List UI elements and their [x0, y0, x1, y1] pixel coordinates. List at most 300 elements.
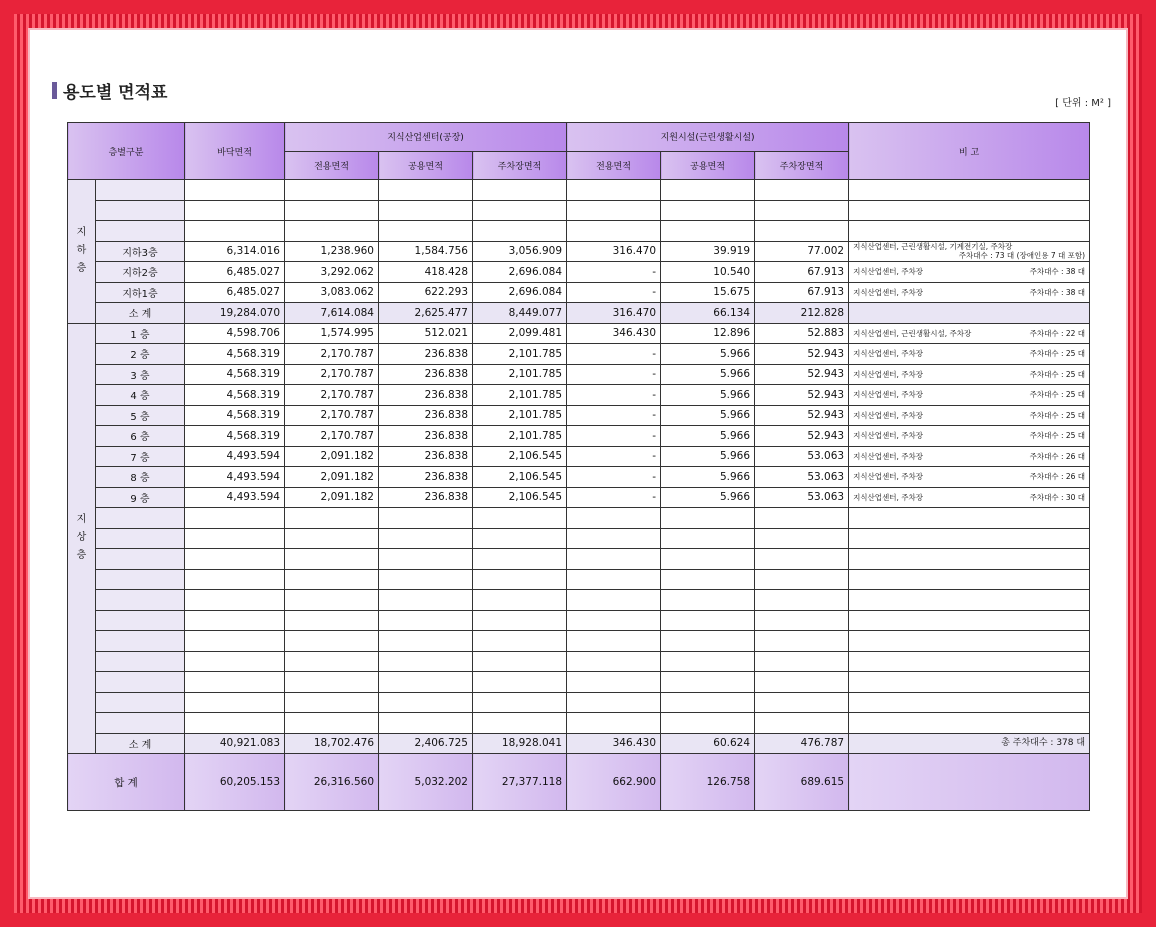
unit-label: [ 단위 : M² ]	[1055, 98, 1111, 109]
empty-cell	[567, 221, 661, 242]
empty-cell	[473, 200, 567, 221]
cell-k_excl: 2,091.182	[285, 467, 379, 488]
empty-cell	[661, 508, 755, 529]
cell-s_excl: -	[567, 282, 661, 303]
empty-cell	[849, 569, 1090, 590]
floor-name: 지하1층	[96, 282, 185, 303]
grand-total-label: 합 계	[68, 754, 185, 811]
header-knowledge-center: 지식산업센터(공장)	[285, 123, 567, 152]
empty-cell	[755, 651, 849, 672]
cell-s_excl: -	[567, 385, 661, 406]
floor-name: 6 층	[96, 426, 185, 447]
cell-k_excl: 7,614.084	[285, 303, 379, 324]
table-row	[68, 446, 1090, 467]
cell-area: 6,485.027	[185, 262, 285, 283]
floor-group-text: 지상층	[76, 513, 87, 561]
empty-cell	[185, 713, 285, 734]
empty-cell	[567, 610, 661, 631]
empty-cell	[285, 221, 379, 242]
empty-cell	[755, 569, 849, 590]
cell-k_excl: 3,083.062	[285, 282, 379, 303]
empty-row	[68, 221, 1090, 242]
empty-row	[68, 528, 1090, 549]
cell-s_excl: 316.470	[567, 241, 661, 262]
cell-s_park: 52.943	[755, 385, 849, 406]
cell-k_common: 236.838	[379, 487, 473, 508]
cell-k_park: 2,101.785	[473, 405, 567, 426]
cell-k_park: 8,449.077	[473, 303, 567, 324]
empty-cell	[473, 692, 567, 713]
empty-cell	[661, 651, 755, 672]
empty-cell	[567, 200, 661, 221]
cell-k_common: 236.838	[379, 446, 473, 467]
empty-cell	[567, 549, 661, 570]
empty-cell	[379, 610, 473, 631]
floor-name: 8 층	[96, 467, 185, 488]
empty-cell	[661, 692, 755, 713]
cell-area: 4,568.319	[185, 385, 285, 406]
empty-cell	[849, 713, 1090, 734]
cell-s_common: 5.966	[661, 364, 755, 385]
total-s_excl: 662.900	[567, 754, 661, 811]
empty-cell	[755, 590, 849, 611]
empty-cell	[849, 651, 1090, 672]
empty-row	[68, 631, 1090, 652]
floor-name: 지하3층	[96, 241, 185, 262]
floor-name: 소 계	[96, 303, 185, 324]
header-k-exclusive: 전용면적	[285, 151, 379, 180]
cell-k_excl: 3,292.062	[285, 262, 379, 283]
empty-cell	[185, 528, 285, 549]
empty-row	[68, 549, 1090, 570]
floor-name	[96, 200, 185, 221]
cell-s_common: 5.966	[661, 344, 755, 365]
empty-cell	[379, 590, 473, 611]
empty-cell	[379, 631, 473, 652]
floor-name	[96, 590, 185, 611]
cell-k_common: 236.838	[379, 405, 473, 426]
empty-cell	[473, 672, 567, 693]
empty-cell	[185, 672, 285, 693]
cell-k_park: 2,099.481	[473, 323, 567, 344]
cell-k_park: 2,101.785	[473, 426, 567, 447]
empty-cell	[379, 200, 473, 221]
cell-s_excl: 346.430	[567, 733, 661, 754]
empty-cell	[567, 508, 661, 529]
empty-cell	[473, 569, 567, 590]
cell-s_excl: -	[567, 467, 661, 488]
cell-k_excl: 2,091.182	[285, 446, 379, 467]
cell-s_excl: -	[567, 364, 661, 385]
cell-k_park: 2,106.545	[473, 467, 567, 488]
empty-cell	[473, 549, 567, 570]
remarks-cell	[849, 323, 1090, 344]
header-support-facility: 지원시설(근린생활시설)	[567, 123, 849, 152]
cell-area: 4,568.319	[185, 405, 285, 426]
floor-name: 7 층	[96, 446, 185, 467]
empty-cell	[755, 692, 849, 713]
remarks-usage: 지식산업센터, 주차장	[853, 410, 924, 420]
header-k-common: 공용면적	[379, 151, 473, 180]
empty-cell	[849, 692, 1090, 713]
empty-cell	[285, 692, 379, 713]
empty-cell	[379, 713, 473, 734]
title-marker-icon	[52, 82, 57, 99]
remarks-cell	[849, 282, 1090, 303]
empty-cell	[473, 590, 567, 611]
cell-s_park: 53.063	[755, 467, 849, 488]
header-floor-area: 바닥면적	[185, 123, 285, 180]
empty-cell	[661, 549, 755, 570]
remarks-cell	[849, 241, 1090, 262]
cell-s_excl: -	[567, 446, 661, 467]
empty-cell	[473, 221, 567, 242]
cell-s_park: 67.913	[755, 282, 849, 303]
empty-cell	[185, 590, 285, 611]
empty-row	[68, 200, 1090, 221]
cell-s_park: 52.943	[755, 405, 849, 426]
empty-cell	[285, 651, 379, 672]
cell-s_park: 77.002	[755, 241, 849, 262]
empty-cell	[473, 180, 567, 201]
remarks-cell	[849, 446, 1090, 467]
remarks-parking: 주차대수 : 22 대	[1029, 328, 1086, 338]
remarks-parking: 주차대수 : 26 대	[1029, 451, 1086, 461]
cell-k_excl: 2,170.787	[285, 344, 379, 365]
floor-name	[96, 549, 185, 570]
empty-cell	[849, 528, 1090, 549]
remarks-usage: 지식산업센터, 주차장	[853, 349, 924, 359]
empty-cell	[567, 672, 661, 693]
cell-s_park: 52.943	[755, 426, 849, 447]
cell-s_common: 60.624	[661, 733, 755, 754]
header-s-common: 공용면적	[661, 151, 755, 180]
cell-k_park: 2,696.084	[473, 262, 567, 283]
empty-cell	[379, 672, 473, 693]
floor-group-label	[68, 323, 96, 754]
cell-s_common: 5.966	[661, 385, 755, 406]
remarks-usage: 지식산업센터, 주차장	[853, 287, 924, 297]
header-remarks: 비 고	[849, 123, 1090, 180]
cell-s_common: 10.540	[661, 262, 755, 283]
cell-area: 4,493.594	[185, 467, 285, 488]
empty-cell	[849, 508, 1090, 529]
remarks-parking: 주차대수 : 25 대	[1029, 431, 1086, 441]
floor-name: 3 층	[96, 364, 185, 385]
empty-cell	[379, 692, 473, 713]
empty-cell	[185, 180, 285, 201]
total-area: 60,205.153	[185, 754, 285, 811]
empty-cell	[285, 631, 379, 652]
empty-cell	[379, 528, 473, 549]
cell-s_excl: -	[567, 426, 661, 447]
cell-k_park: 18,928.041	[473, 733, 567, 754]
empty-row	[68, 692, 1090, 713]
header-s-exclusive: 전용면적	[567, 151, 661, 180]
empty-row	[68, 508, 1090, 529]
floor-name	[96, 180, 185, 201]
cell-k_park: 2,101.785	[473, 344, 567, 365]
cell-s_park: 212.828	[755, 303, 849, 324]
page-title	[52, 78, 167, 103]
cell-s_excl: -	[567, 487, 661, 508]
remarks-cell	[849, 487, 1090, 508]
empty-cell	[473, 631, 567, 652]
empty-row	[68, 610, 1090, 631]
empty-cell	[285, 549, 379, 570]
area-table	[67, 122, 1090, 811]
empty-cell	[661, 221, 755, 242]
table-row	[68, 405, 1090, 426]
cell-k_common: 512.021	[379, 323, 473, 344]
empty-cell	[755, 528, 849, 549]
header-k-parking: 주차장면적	[473, 151, 567, 180]
cell-s_common: 5.966	[661, 487, 755, 508]
empty-row	[68, 590, 1090, 611]
remarks-cell	[849, 467, 1090, 488]
header-s-parking: 주차장면적	[755, 151, 849, 180]
empty-cell	[849, 221, 1090, 242]
empty-row	[68, 672, 1090, 693]
empty-cell	[567, 569, 661, 590]
total-remarks	[849, 754, 1090, 811]
remarks-usage: 지식산업센터, 주차장	[853, 369, 924, 379]
empty-cell	[755, 221, 849, 242]
empty-cell	[473, 528, 567, 549]
remarks-cell	[849, 385, 1090, 406]
empty-cell	[285, 200, 379, 221]
empty-cell	[661, 672, 755, 693]
table-row	[68, 344, 1090, 365]
empty-cell	[285, 180, 379, 201]
total-k_common: 5,032.202	[379, 754, 473, 811]
floor-name	[96, 651, 185, 672]
empty-cell	[661, 590, 755, 611]
remarks-cell	[849, 405, 1090, 426]
remarks-usage: 지식산업센터, 근린생활시설, 기계전기실, 주차장	[853, 242, 1013, 252]
remarks-cell	[849, 262, 1090, 283]
empty-cell	[379, 180, 473, 201]
empty-cell	[849, 672, 1090, 693]
empty-cell	[379, 221, 473, 242]
empty-cell	[185, 631, 285, 652]
cell-area: 4,568.319	[185, 364, 285, 385]
floor-name	[96, 692, 185, 713]
floor-name	[96, 221, 185, 242]
remarks-cell	[849, 303, 1090, 324]
cell-k_excl: 2,091.182	[285, 487, 379, 508]
empty-cell	[849, 180, 1090, 201]
empty-cell	[755, 180, 849, 201]
cell-s_common: 5.966	[661, 405, 755, 426]
cell-s_excl: -	[567, 262, 661, 283]
cell-s_excl: 316.470	[567, 303, 661, 324]
cell-s_park: 52.943	[755, 344, 849, 365]
cell-area: 4,493.594	[185, 446, 285, 467]
empty-cell	[285, 569, 379, 590]
cell-k_common: 2,625.477	[379, 303, 473, 324]
empty-cell	[661, 713, 755, 734]
remarks-parking: 주차대수 : 38 대	[1029, 267, 1086, 277]
cell-area: 4,568.319	[185, 426, 285, 447]
empty-cell	[755, 713, 849, 734]
empty-cell	[379, 569, 473, 590]
empty-cell	[849, 549, 1090, 570]
empty-cell	[755, 672, 849, 693]
cell-k_excl: 2,170.787	[285, 385, 379, 406]
cell-s_park: 67.913	[755, 262, 849, 283]
empty-cell	[755, 610, 849, 631]
empty-cell	[755, 631, 849, 652]
total-k_excl: 26,316.560	[285, 754, 379, 811]
empty-cell	[661, 631, 755, 652]
cell-k_common: 1,584.756	[379, 241, 473, 262]
remarks-parking: 주차대수 : 73 대 (장애인용 7 대 포함)	[958, 251, 1086, 261]
floor-name: 2 층	[96, 344, 185, 365]
empty-cell	[567, 692, 661, 713]
empty-cell	[473, 508, 567, 529]
empty-cell	[379, 549, 473, 570]
floor-group-text: 지하층	[76, 226, 87, 274]
cell-s_park: 476.787	[755, 733, 849, 754]
cell-k_common: 2,406.725	[379, 733, 473, 754]
empty-cell	[849, 590, 1090, 611]
empty-cell	[285, 713, 379, 734]
floor-name	[96, 672, 185, 693]
cell-k_excl: 2,170.787	[285, 364, 379, 385]
cell-area: 6,314.016	[185, 241, 285, 262]
remarks-usage: 지식산업센터, 주차장	[853, 472, 924, 482]
floor-name	[96, 528, 185, 549]
total-s_common: 126.758	[661, 754, 755, 811]
empty-cell	[285, 508, 379, 529]
cell-k_common: 236.838	[379, 385, 473, 406]
empty-cell	[285, 672, 379, 693]
cell-s_park: 52.943	[755, 364, 849, 385]
cell-s_excl: -	[567, 405, 661, 426]
remarks-cell	[849, 364, 1090, 385]
cell-area: 4,598.706	[185, 323, 285, 344]
floor-name	[96, 713, 185, 734]
cell-area: 4,493.594	[185, 487, 285, 508]
total-s_park: 689.615	[755, 754, 849, 811]
remarks-cell	[849, 344, 1090, 365]
cell-area: 6,485.027	[185, 282, 285, 303]
subtotal-row	[68, 733, 1090, 754]
cell-k_common: 236.838	[379, 344, 473, 365]
empty-cell	[473, 610, 567, 631]
floor-group-label	[68, 180, 96, 324]
empty-cell	[849, 631, 1090, 652]
floor-name	[96, 610, 185, 631]
remarks-parking: 주차대수 : 25 대	[1029, 349, 1086, 359]
table-row	[68, 364, 1090, 385]
floor-name: 지하2층	[96, 262, 185, 283]
floor-name	[96, 508, 185, 529]
empty-cell	[473, 651, 567, 672]
table-row	[68, 241, 1090, 262]
cell-area: 40,921.083	[185, 733, 285, 754]
empty-cell	[567, 651, 661, 672]
cell-k_park: 2,101.785	[473, 385, 567, 406]
floor-name: 4 층	[96, 385, 185, 406]
empty-cell	[567, 713, 661, 734]
table-row	[68, 385, 1090, 406]
floor-name: 소 계	[96, 733, 185, 754]
cell-s_common: 15.675	[661, 282, 755, 303]
floor-name: 5 층	[96, 405, 185, 426]
cell-s_park: 53.063	[755, 446, 849, 467]
remarks-parking: 주차대수 : 25 대	[1029, 410, 1086, 420]
empty-cell	[755, 200, 849, 221]
remarks-parking: 주차대수 : 26 대	[1029, 472, 1086, 482]
remarks-usage: 지식산업센터, 주차장	[853, 451, 924, 461]
empty-cell	[661, 528, 755, 549]
total-k_park: 27,377.118	[473, 754, 567, 811]
empty-cell	[285, 610, 379, 631]
cell-s_common: 5.966	[661, 446, 755, 467]
cell-k_park: 2,106.545	[473, 487, 567, 508]
remarks-usage: 지식산업센터, 근린생활시설, 주차장	[853, 328, 972, 338]
remarks-cell	[849, 426, 1090, 447]
empty-cell	[567, 528, 661, 549]
cell-s_excl: 346.430	[567, 323, 661, 344]
cell-s_common: 5.966	[661, 467, 755, 488]
cell-k_excl: 2,170.787	[285, 405, 379, 426]
cell-k_park: 2,696.084	[473, 282, 567, 303]
empty-cell	[185, 610, 285, 631]
remarks-usage: 지식산업센터, 주차장	[853, 431, 924, 441]
remarks-parking: 주차대수 : 25 대	[1029, 369, 1086, 379]
empty-cell	[285, 528, 379, 549]
empty-cell	[185, 569, 285, 590]
empty-row	[68, 569, 1090, 590]
cell-s_park: 52.883	[755, 323, 849, 344]
table-row	[68, 323, 1090, 344]
cell-k_excl: 1,238.960	[285, 241, 379, 262]
empty-row	[68, 180, 1090, 201]
empty-row	[68, 713, 1090, 734]
table-row	[68, 282, 1090, 303]
table-row	[68, 426, 1090, 447]
cell-s_excl: -	[567, 344, 661, 365]
empty-cell	[661, 180, 755, 201]
remarks-parking: 주차대수 : 38 대	[1029, 287, 1086, 297]
cell-area: 19,284.070	[185, 303, 285, 324]
empty-cell	[567, 180, 661, 201]
cell-k_park: 3,056.909	[473, 241, 567, 262]
remarks-usage: 지식산업센터, 주차장	[853, 390, 924, 400]
empty-cell	[285, 590, 379, 611]
empty-cell	[185, 549, 285, 570]
empty-row	[68, 651, 1090, 672]
remarks-usage: 지식산업센터, 주차장	[853, 267, 924, 277]
page-title-text: 용도별 면적표	[63, 83, 168, 103]
empty-cell	[567, 590, 661, 611]
empty-cell	[849, 200, 1090, 221]
cell-k_excl: 1,574.995	[285, 323, 379, 344]
cell-s_common: 5.966	[661, 426, 755, 447]
empty-cell	[661, 200, 755, 221]
cell-k_excl: 18,702.476	[285, 733, 379, 754]
remarks-cell: 총 주차대수 : 378 대	[849, 733, 1090, 754]
empty-cell	[661, 569, 755, 590]
cell-k_park: 2,106.545	[473, 446, 567, 467]
cell-k_common: 236.838	[379, 467, 473, 488]
empty-cell	[379, 651, 473, 672]
empty-cell	[185, 221, 285, 242]
remarks-parking: 주차대수 : 30 대	[1029, 492, 1086, 502]
